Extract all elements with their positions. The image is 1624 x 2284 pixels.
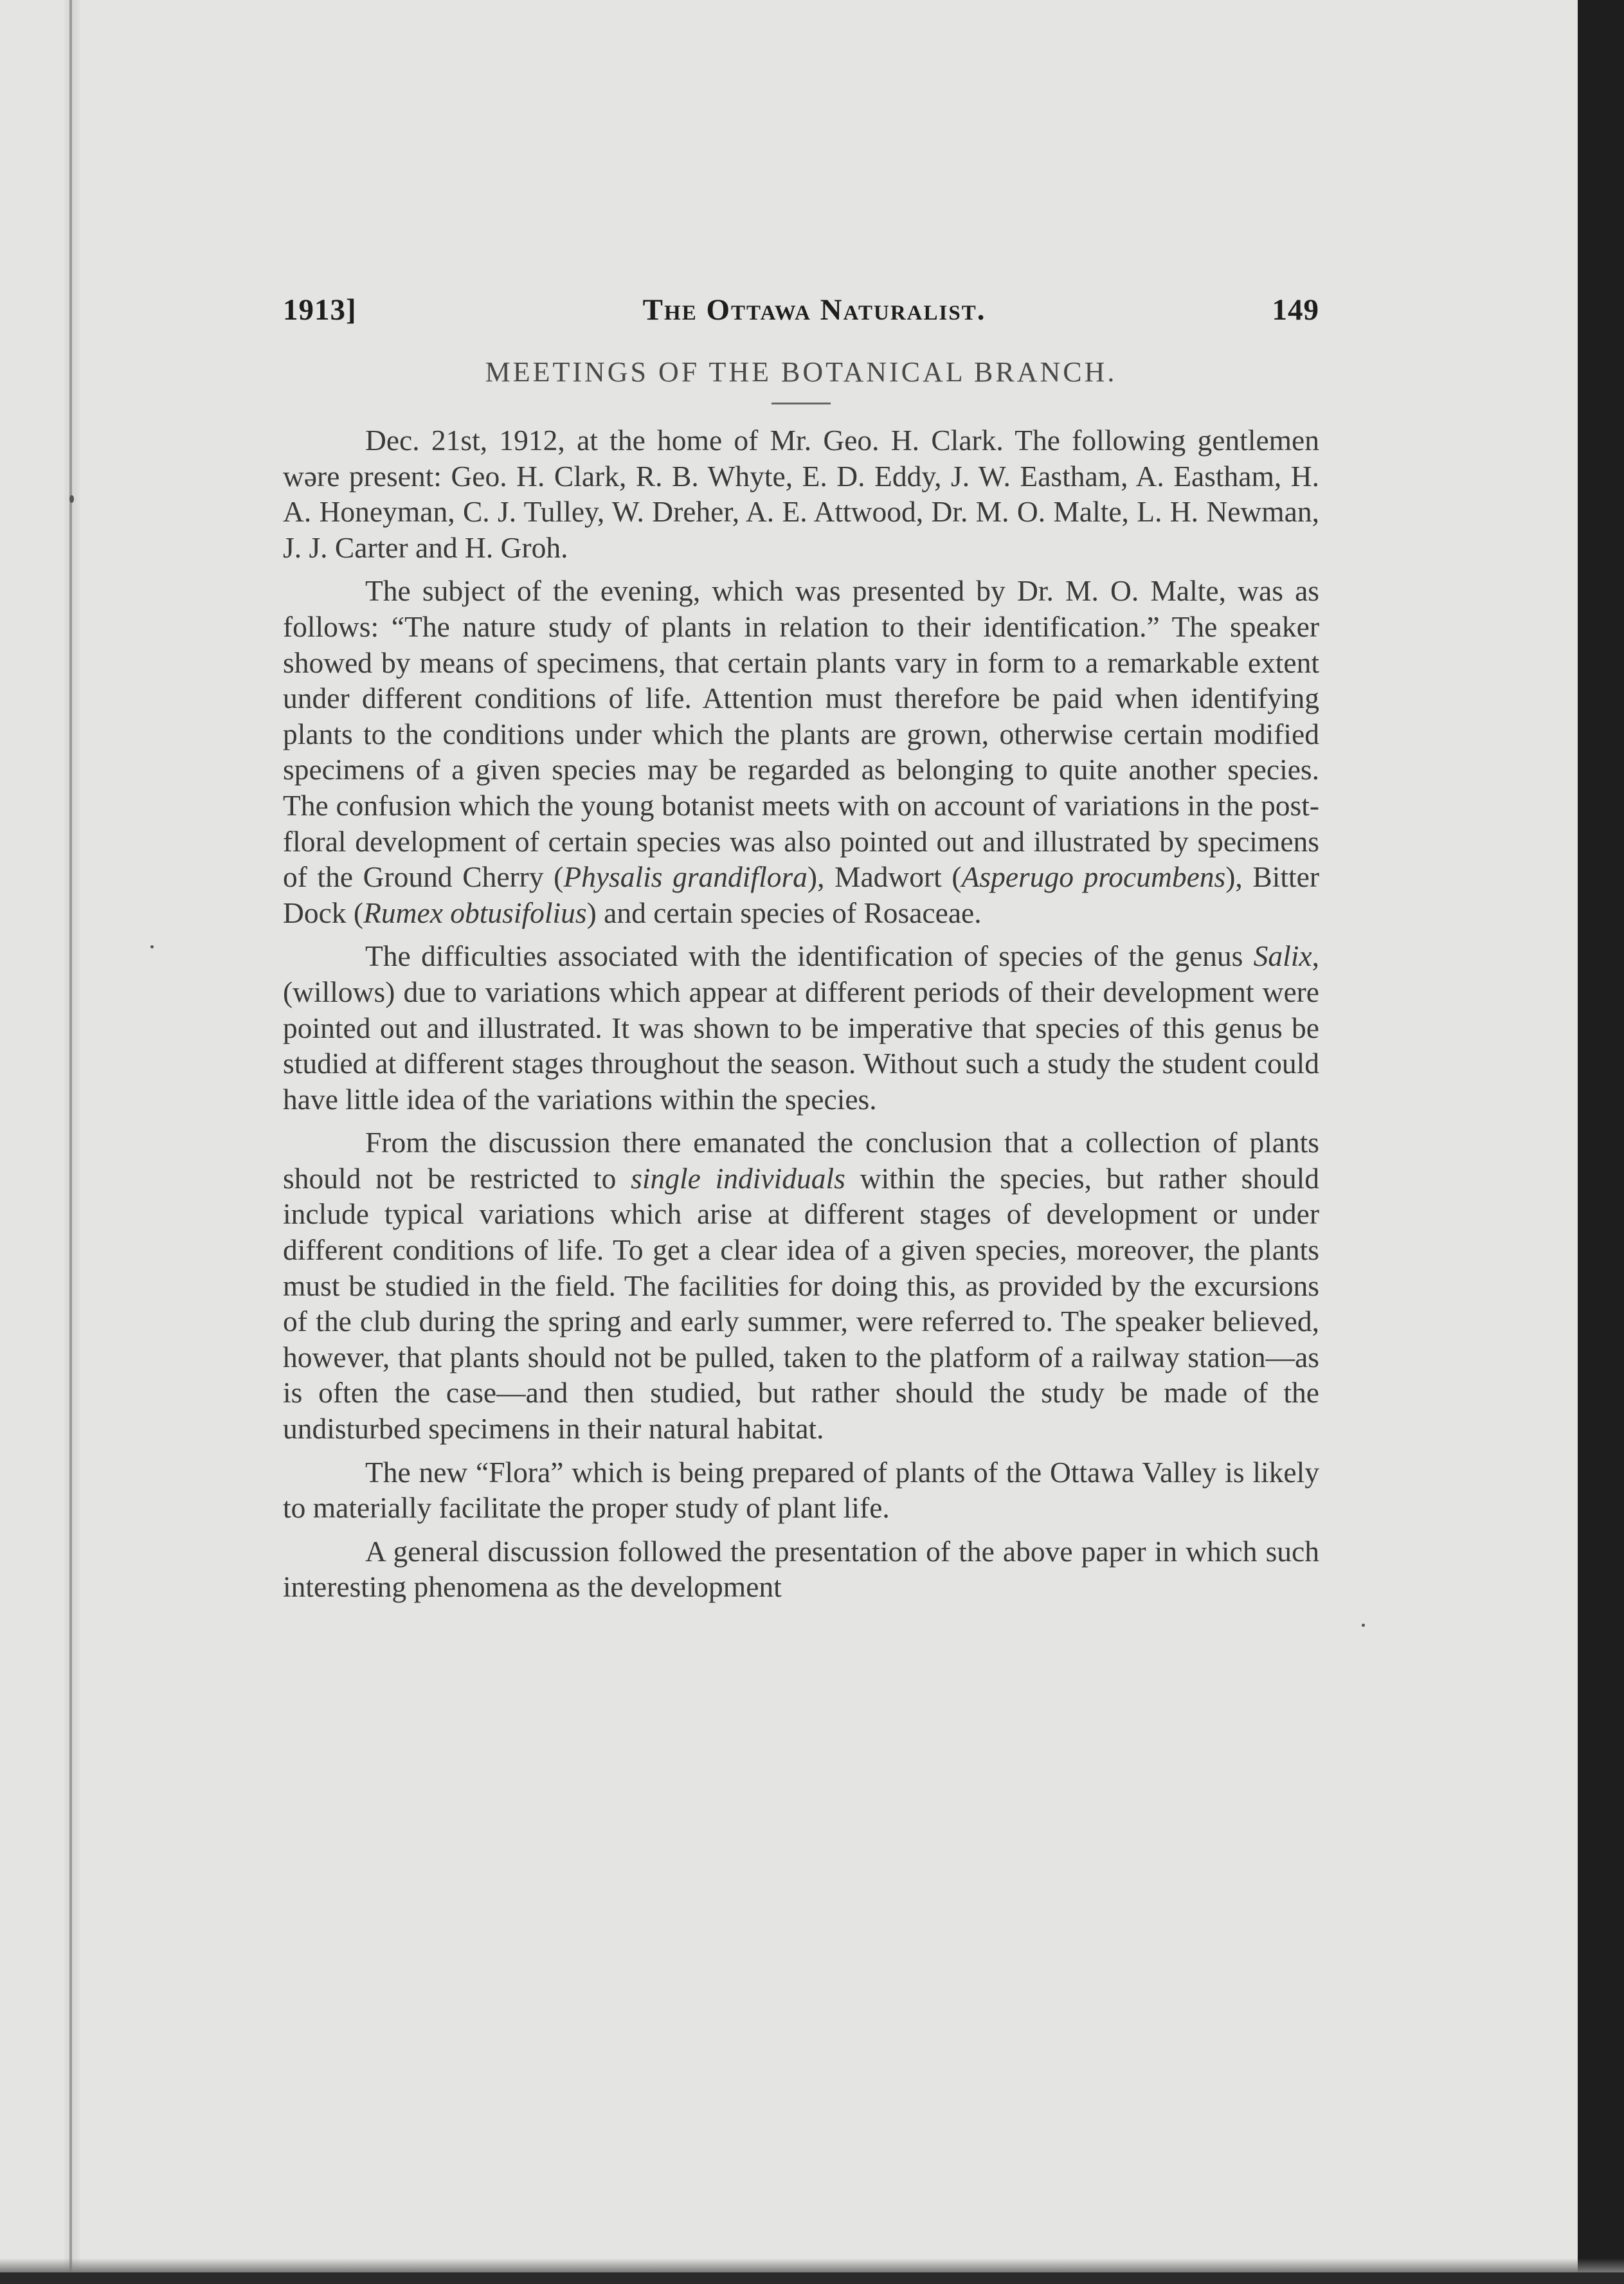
paragraph-text: , (willows) due to variations which appear at different periods of their development were pointed out and illustrated. It was shown to be imperative that species of this genus be studied at different stages throughout the season. Without such a study the student could have little idea of the variations within the species. (283, 939, 1319, 1116)
paragraph-text: ), Bitter Dock ( (283, 860, 1319, 929)
italic-taxon: Asperugo procumbens (961, 860, 1226, 894)
article-paragraph (283, 938, 1319, 1117)
scan-right-edge (1578, 0, 1624, 2284)
article-paragraph (283, 422, 1319, 565)
speck-mark (69, 495, 74, 503)
page-number: 149 (1272, 293, 1319, 327)
article-body (283, 422, 1319, 1605)
running-header (283, 293, 1319, 338)
speck-mark (150, 945, 154, 948)
paragraph-text: ) and certain species of Rosaceae. (586, 896, 982, 929)
paragraph-text: From the discussion there emanated the conclusion that a collection of plants should not be restricted to (283, 1126, 1319, 1195)
italic-taxon: Rumex obtusifolius (363, 896, 587, 929)
italic-taxon: Physalis grandiflora (563, 860, 807, 894)
article-title: MEETINGS OF THE BOTANICAL BRANCH. (485, 356, 1117, 388)
paragraph-text: ), Madwort ( (807, 860, 962, 894)
article-paragraph (283, 1455, 1319, 1526)
italic-taxon: single individuals (631, 1161, 845, 1195)
speck-mark (1362, 1624, 1365, 1627)
paragraph-text: The subject of the evening, which was presented by Dr. M. O. Malte, was as follows: “The nature study of plants in relation to their identification.” The speaker showed by means of specimens, that certain plants vary in form to a remarkable extent under different conditions of life. Attention must therefore be paid when identifying plants to the conditions under which the plants are grown, otherwise certain modified specimens of a given species may be regarded as belonging to quite another species. The confusion which the young botanist meets with on account of variations in the post-floral development of certain species was also pointed out and illustrated by specimens of the Ground Cherry ( (283, 574, 1319, 894)
paragraph-text: Dec. 21st, 1912, at the home of Mr. Geo. H. Clark. The following gentlemen wəre present: Geo. H. Clark, R. B. Whyte, E. D. Eddy, J. W. Eastham, A. Eastham, H. A. Honeyman, C. J. Tulley, W. Dreher, A. E. Attwood, Dr. M. O. Malte, L. H. Newman, J. J. Carter and H. Groh. (283, 424, 1319, 564)
header-year: 1913] (283, 293, 357, 327)
page-text-block (283, 293, 1319, 1611)
article-paragraph (283, 573, 1319, 930)
paragraph-text: The new “Flora” which is being prepared of plants of the Ottawa Valley is likely to materially facilitate the proper study of plant life. (283, 1455, 1319, 1525)
article-paragraph (283, 1534, 1319, 1605)
paragraph-text: A general discussion followed the presentation of the above paper in which such interesting phenomena as the development (283, 1534, 1319, 1604)
scan-bottom-shade (0, 2258, 1624, 2272)
binding-line (69, 0, 72, 2284)
paragraph-text: within the species, but rather should include typical variations which arise at different stages of development or under different conditions of life. To get a clear idea of a given species, moreover, the plants must be studied in the field. The facilities for doing this, as provided by the excursions of the club during the spring and early summer, were referred to. The speaker believed, however, that plants should not be pulled, taken to the platform of a railway station—as is often the case—and then studied, but rather should the study be made of the undisturbed specimens in their natural habitat. (283, 1161, 1319, 1446)
header-journal-title: The Ottawa Naturalist. (642, 293, 986, 327)
article-paragraph (283, 1125, 1319, 1446)
scan-bottom-edge (0, 2272, 1624, 2284)
title-rule (771, 403, 831, 404)
italic-taxon: Salix (1253, 939, 1312, 973)
binding-shadow (64, 0, 80, 2284)
paragraph-text: The difficulties associated with the identification of species of the genus (365, 939, 1254, 973)
